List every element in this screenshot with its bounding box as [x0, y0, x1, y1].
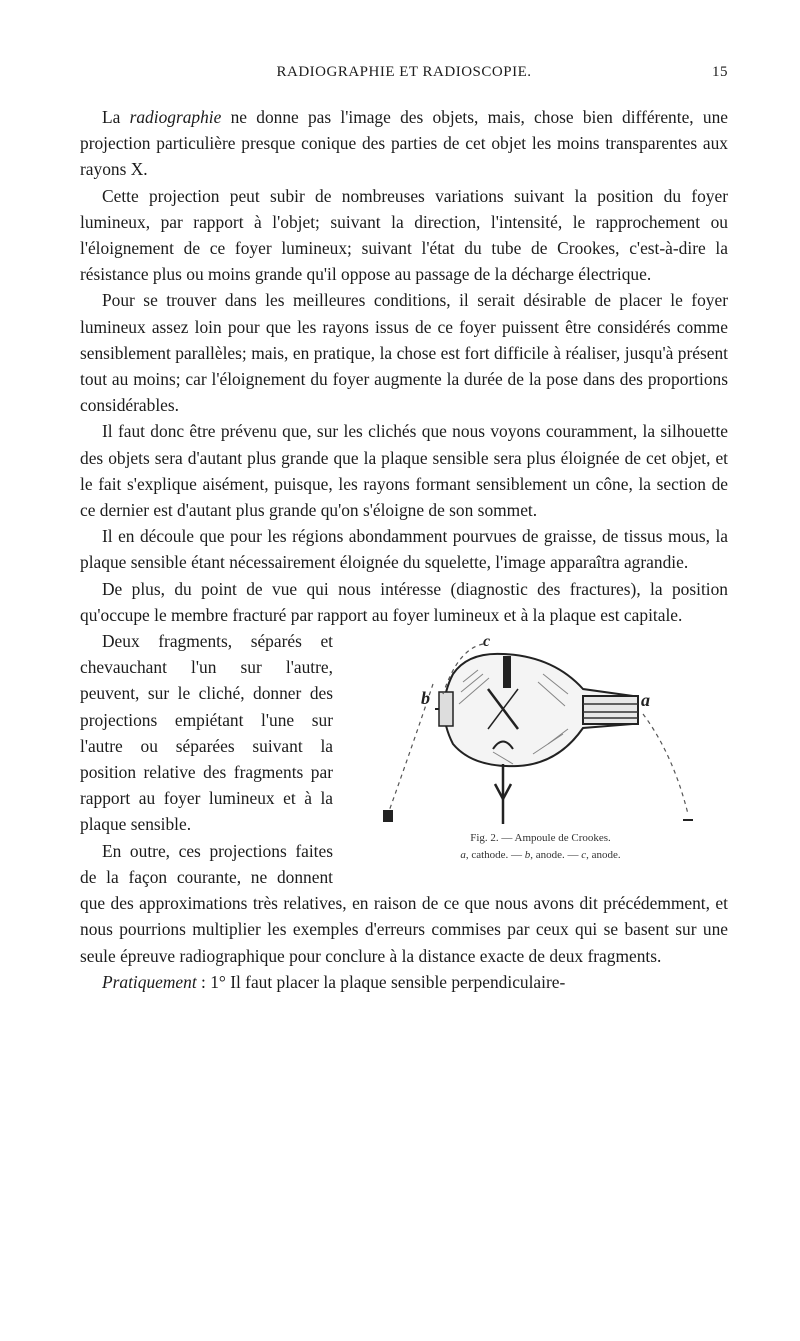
p9-rest: : 1° Il faut placer la plaque sensible perpendiculaire- [196, 971, 566, 992]
caption-a: a [460, 849, 466, 862]
label-a: a [641, 690, 650, 711]
paragraph-2: Cette projection peut subir de nombreuses variations suivant la position du foyer lumineux, par rapport à l'objet; suivant la direction, l'intensité, le rapprochement ou l'éloignement de ce foyer lumineux; suivant l'état du tube de Crookes, c'est-à-dire la résistance plus ou moins grande qu'il oppose au passage de la décharge électrique. [80, 185, 728, 285]
p9-term: Pratiquement [102, 971, 197, 992]
label-c: c [483, 634, 491, 651]
running-title: RADIOGRAPHIE ET RADIOSCOPIE. [276, 64, 532, 80]
paragraph-7: Deux fragments, séparés et chevauchant l'un sur l'autre, peuvent, sur le cliché, donner des projections empiétant l'une sur l'autre ou séparées suivant la position relative des fragments par rapport au foyer lumineux et à la plaque sensible. [80, 631, 333, 835]
p1-rest: ne donne pas l'image des objets, mais, chose bien différente, une projection particulière presque conique des parties de cet objet les moins transparentes aux rayons X. [80, 107, 728, 180]
paragraph-3: Pour se trouver dans les meilleures conditions, il serait désirable de placer le foyer lumineux assez loin pour que les rayons issus de ce foyer puissent être considérés comme sensiblement parallèles; mais, en pratique, la chose est fort difficile à réaliser, jusqu'à présent tout au moins; car l'éloignement du foyer augmente la durée de la pose dans des proportions considérables. [80, 290, 728, 416]
caption-b: b [524, 849, 531, 862]
figure-caption-title: Fig. 2. — Ampoule de Crookes. [470, 832, 611, 845]
caption-c-text: , anode. [586, 849, 621, 862]
body-text [80, 104, 728, 995]
paragraph-9 [80, 969, 728, 995]
page-header [80, 64, 728, 104]
caption-b-text: , anode. — [530, 849, 582, 862]
paragraph-5: Il en découle que pour les régions abondamment pourvues de graisse, de tissus mous, la plaque sensible étant nécessairement éloignée du squelette, l'image apparaîtra agrandie. [80, 526, 728, 573]
figure-caption-legend [353, 847, 728, 863]
book-page [80, 64, 728, 995]
paragraph-4: Il faut donc être prévenu que, sur les clichés que nous voyons couramment, la silhouette des objets sera d'autant plus grande que la plaque sensible sera plus éloignée de cet objet, et le fait s'explique aisément, puisque, les rayons formant sensiblement un cône, la section de ce dernier est d'autant plus grande qu'on s'éloigne de son sommet. [80, 421, 728, 521]
paragraph-8: En outre, ces projections faites de la façon courante, ne donnent que des approximations très relatives, en raison de ce que nous avons dit précédemment, et nous pourrions multiplier les exemples d'erreurs commises par ceux qui se basent sur une seule épreuve radiographique pour conclure à la distance exacte de deux fragments. [80, 840, 728, 966]
paragraph-6: De plus, du point de vue qui nous intéresse (diagnostic des fractures), la position qu'occupe le membre fracturé par rapport au foyer lumineux et à la plaque est capitale. [80, 578, 728, 625]
figure-crookes-tube [343, 634, 728, 864]
crookes-tube-illustration [343, 634, 728, 829]
caption-c: c [581, 849, 587, 862]
caption-a-text: , cathode. — [465, 849, 525, 862]
page-number: 15 [712, 64, 728, 80]
label-b: b [421, 688, 430, 709]
p1-start: La [102, 107, 130, 127]
paragraph-1 [80, 104, 728, 183]
p1-term: radiographie [129, 107, 222, 127]
